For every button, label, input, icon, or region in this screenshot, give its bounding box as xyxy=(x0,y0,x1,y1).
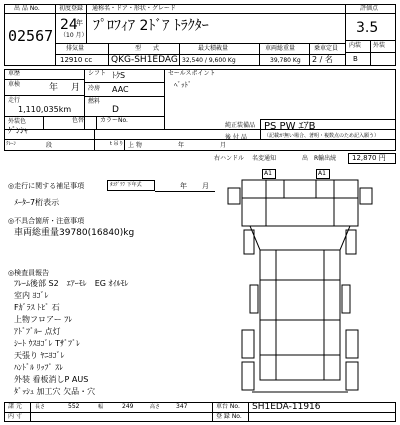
report-line: 天張り ﾔﾆﾖｺﾞﾚ xyxy=(14,351,65,360)
genuine-equipment-value: PS PW ｴｱB xyxy=(264,121,316,132)
report-line: ﾀﾞｯｼｭ 加工穴 欠品・穴 xyxy=(14,387,96,396)
tacho-label: ﾀｺｸﾞﾗﾌ 下年式 xyxy=(110,182,142,188)
meter-note: ﾒｰﾀｰ7桁表示 xyxy=(14,198,60,207)
gross-weight-note: 車両総重量39780(16840)kg xyxy=(14,228,135,238)
registration-number-label: 登 録 No. xyxy=(216,413,242,420)
height-value: 347 xyxy=(176,403,188,410)
inspection-year-unit: 年 xyxy=(49,83,59,93)
genuine-equipment-label: 純正装備品 xyxy=(225,122,256,129)
width-label: 幅 xyxy=(98,404,104,410)
sales-point-value: ﾍﾞｯﾄﾞ xyxy=(174,81,192,89)
capacity-label: 乗車定員 xyxy=(314,45,339,52)
dimension-label: 諸 元 xyxy=(8,403,22,410)
color-code-label: 色替 xyxy=(72,117,85,124)
chassis-label: 車台 No. xyxy=(216,403,240,410)
inspection-month-unit: 月 xyxy=(71,83,81,93)
interior-grade: B xyxy=(353,55,358,63)
sales-point-label: セールスポイント xyxy=(168,70,216,77)
car-name: ﾌﾟﾛﾌｨｱ 2ﾄﾞｱ ﾄﾗｸﾀｰ xyxy=(93,18,209,34)
rack-year-unit: 年 xyxy=(178,142,185,149)
capacity-value: 2 / 名 xyxy=(312,55,333,64)
registration-year: 24 xyxy=(60,17,78,33)
export-label: 出 R輸出続 xyxy=(302,155,337,162)
chassis-number: SH1EDA-11916 xyxy=(252,402,321,412)
crane-label: ｸﾚｰﾝ xyxy=(6,141,17,147)
max-load-label: 最大積載量 xyxy=(198,45,229,52)
length-label: 長さ xyxy=(35,404,46,410)
exterior-label: 外装 xyxy=(373,42,386,49)
grade-value: 3.5 xyxy=(356,20,379,36)
a1-left-text: A1 xyxy=(264,170,272,177)
fuel-label: 燃料 xyxy=(88,98,101,105)
repair-label: ◎走行に関する補足事項 xyxy=(8,182,85,190)
truck-diagram xyxy=(222,170,378,400)
shift-value: ﾄｸS xyxy=(112,71,126,80)
width-value: 249 xyxy=(122,403,134,410)
rack-label: 上 物 xyxy=(128,142,142,149)
retrofit-note: （記載が無い場合、著明・複数点のため記入願う） xyxy=(264,133,380,139)
model-code-label: 型 式 xyxy=(135,45,160,52)
mileage-value: 1,110,035km xyxy=(18,105,72,114)
type-label: 車歴 xyxy=(8,70,21,77)
odometer-value: 12,870 円 xyxy=(352,154,386,162)
defects-label: ◎不具合箇所・注意事項 xyxy=(8,217,85,225)
displacement-value: 12910 cc xyxy=(60,56,93,64)
inspector-report-label: ◎検査員報告 xyxy=(8,269,50,277)
retrofit-label: 後 付 品 xyxy=(225,134,247,141)
lot-number-label: 出 品 No. xyxy=(14,5,40,12)
aircon-value: AAC xyxy=(112,85,129,94)
displacement-label: 排気量 xyxy=(66,45,85,52)
tacho-year-unit: 年 xyxy=(180,182,187,190)
fuel-value: D xyxy=(112,105,119,115)
tacho-month-unit: 月 xyxy=(202,182,209,190)
report-line: 室内 ﾖｺﾞﾚ xyxy=(14,291,49,300)
color-no-label: カラーNo. xyxy=(100,117,128,124)
a1-right-text: A1 xyxy=(318,170,326,177)
first-registration-label: 初度登録 xyxy=(59,5,84,12)
length-value: 552 xyxy=(68,403,80,410)
registration-month: （10 月） xyxy=(60,32,88,39)
height-label: 高さ xyxy=(150,404,161,410)
report-line: ｼｰﾄ ｳｽﾖｺﾞﾚ Tｻﾞﾌﾞﾚ xyxy=(14,339,80,348)
crane-step-unit: 段 xyxy=(46,142,53,149)
model-code: QKG-SH1EDAG xyxy=(111,55,178,65)
model-name-label: 通称名・ドア・形状・グレード xyxy=(92,5,176,12)
lot-number: 02567 xyxy=(8,27,54,45)
dimension-inner-label: 内 寸 xyxy=(8,413,22,420)
report-line: Fｶﾞﾗｽ ﾄﾋﾞ 石 xyxy=(14,303,60,312)
gross-weight-label: 車両総重量 xyxy=(265,45,296,52)
report-line: ﾊﾝﾄﾞﾙ ﾘｯﾌﾟ ｽﾚ xyxy=(14,363,64,372)
rack-month-unit: 月 xyxy=(220,142,227,149)
name-change-label: 名変通知 xyxy=(252,155,277,162)
report-line: 外装 看板消しP AUS xyxy=(14,375,89,384)
crane-fold-unit: t 吊り xyxy=(110,141,124,147)
registration-year-unit: 年 xyxy=(76,19,83,27)
grade-label: 評価点 xyxy=(360,5,379,12)
aircon-label: 冷房 xyxy=(88,85,101,92)
inspection-label: 車検 xyxy=(8,81,21,88)
report-line: ﾌﾚｰﾑ後部 S2 ｴｱｰﾓﾚ EG ｵｲﾙﾓﾚ xyxy=(14,279,129,288)
shift-label: シフト xyxy=(88,70,107,77)
color-value: ｹﾞﾝｼｬ xyxy=(8,126,28,135)
interior-label: 内装 xyxy=(349,42,362,49)
mileage-label: 走行 xyxy=(8,97,21,104)
report-line: 上物フロアー ﾌﾚ xyxy=(14,315,73,324)
max-load-value: 32,540 / 9,600 Kg xyxy=(182,57,236,64)
steering-label: 右ハンドル xyxy=(214,155,245,162)
color-label: 外装色 xyxy=(8,118,27,125)
report-line: ｱﾄﾞﾌﾞﾙｰ 点灯 xyxy=(14,327,61,336)
gross-weight-value: 39,780 Kg xyxy=(270,57,301,64)
